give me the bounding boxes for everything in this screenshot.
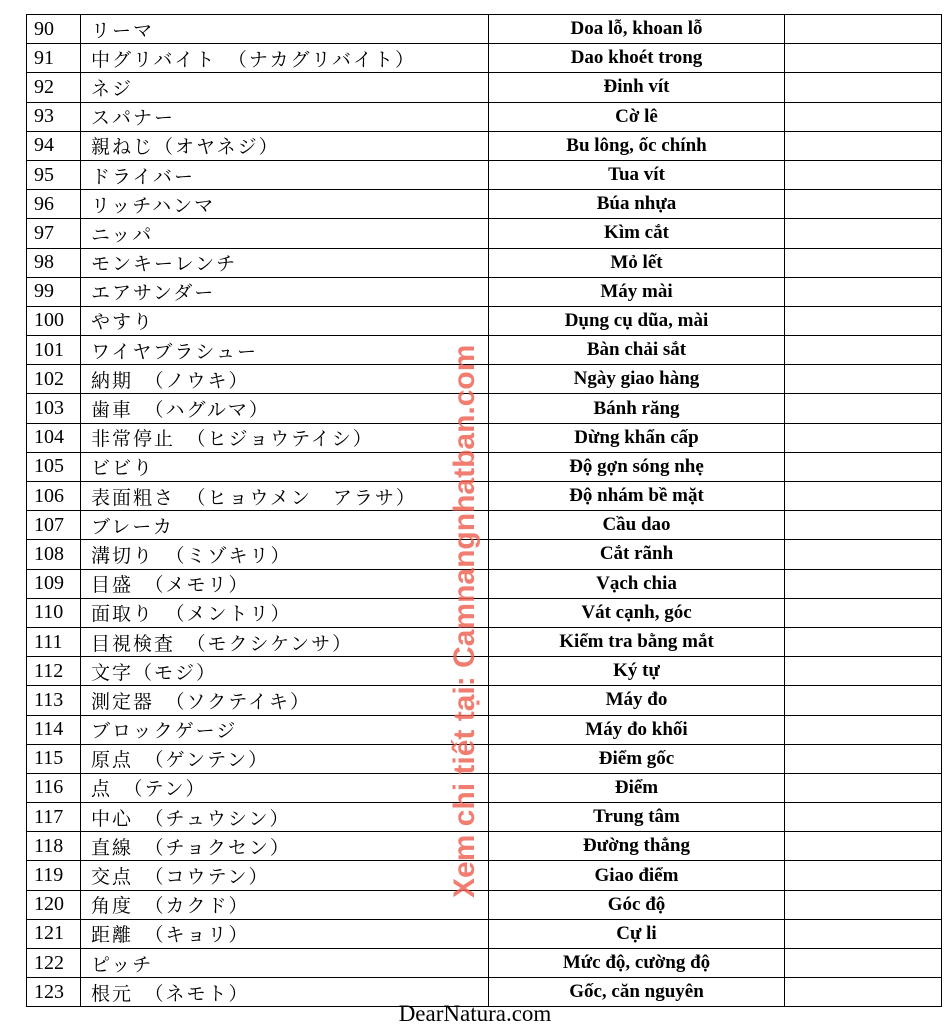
note-cell <box>785 423 942 452</box>
vietnamese-meaning-cell: Độ nhám bề mặt <box>489 482 785 511</box>
japanese-term-cell: 文字（モジ） <box>81 657 489 686</box>
row-number-cell: 114 <box>27 715 81 744</box>
row-number-cell: 116 <box>27 773 81 802</box>
japanese-term-cell: 歯車 （ハグルマ） <box>81 394 489 423</box>
table-row <box>27 394 942 423</box>
row-number-cell: 107 <box>27 511 81 540</box>
vietnamese-meaning-cell: Dụng cụ dũa, mài <box>489 306 785 335</box>
row-number-cell: 109 <box>27 569 81 598</box>
note-cell <box>785 540 942 569</box>
note-cell <box>785 44 942 73</box>
table-row <box>27 336 942 365</box>
vietnamese-meaning-cell: Bánh răng <box>489 394 785 423</box>
row-number-cell: 93 <box>27 102 81 131</box>
row-number-cell: 120 <box>27 890 81 919</box>
note-cell <box>785 744 942 773</box>
vietnamese-meaning-cell: Ngày giao hàng <box>489 365 785 394</box>
table-row <box>27 306 942 335</box>
row-number-cell: 97 <box>27 219 81 248</box>
note-cell <box>785 102 942 131</box>
note-cell <box>785 627 942 656</box>
row-number-cell: 115 <box>27 744 81 773</box>
vietnamese-meaning-cell: Máy mài <box>489 277 785 306</box>
note-cell <box>785 919 942 948</box>
vietnamese-meaning-cell: Cự li <box>489 919 785 948</box>
vietnamese-meaning-cell: Giao điểm <box>489 861 785 890</box>
table-row <box>27 219 942 248</box>
japanese-term-cell: 根元 （ネモト） <box>81 978 489 1007</box>
japanese-term-cell: ブロックゲージ <box>81 715 489 744</box>
note-cell <box>785 890 942 919</box>
note-cell <box>785 511 942 540</box>
row-number-cell: 122 <box>27 949 81 978</box>
vietnamese-meaning-cell: Tua vít <box>489 160 785 189</box>
row-number-cell: 119 <box>27 861 81 890</box>
vietnamese-meaning-cell: Mức độ, cường độ <box>489 949 785 978</box>
row-number-cell: 95 <box>27 160 81 189</box>
japanese-term-cell: 角度 （カクド） <box>81 890 489 919</box>
table-row <box>27 686 942 715</box>
vocabulary-table <box>26 14 942 1007</box>
note-cell <box>785 598 942 627</box>
table-row <box>27 569 942 598</box>
note-cell <box>785 569 942 598</box>
vietnamese-meaning-cell: Búa nhựa <box>489 190 785 219</box>
japanese-term-cell: リッチハンマ <box>81 190 489 219</box>
row-number-cell: 91 <box>27 44 81 73</box>
vietnamese-meaning-cell: Kìm cắt <box>489 219 785 248</box>
japanese-term-cell: ニッパ <box>81 219 489 248</box>
row-number-cell: 94 <box>27 131 81 160</box>
row-number-cell: 100 <box>27 306 81 335</box>
vietnamese-meaning-cell: Bàn chải sắt <box>489 336 785 365</box>
japanese-term-cell: ピッチ <box>81 949 489 978</box>
row-number-cell: 99 <box>27 277 81 306</box>
vietnamese-meaning-cell: Góc độ <box>489 890 785 919</box>
table-row <box>27 861 942 890</box>
note-cell <box>785 306 942 335</box>
note-cell <box>785 15 942 44</box>
vietnamese-meaning-cell: Vạch chia <box>489 569 785 598</box>
table-row <box>27 511 942 540</box>
japanese-term-cell: エアサンダー <box>81 277 489 306</box>
table-row <box>27 160 942 189</box>
japanese-term-cell: ワイヤブラシュー <box>81 336 489 365</box>
row-number-cell: 113 <box>27 686 81 715</box>
row-number-cell: 111 <box>27 627 81 656</box>
note-cell <box>785 277 942 306</box>
japanese-term-cell: 非常停止 （ヒジョウテイシ） <box>81 423 489 452</box>
japanese-term-cell: リーマ <box>81 15 489 44</box>
japanese-term-cell: 表面粗さ （ヒョウメン アラサ） <box>81 482 489 511</box>
japanese-term-cell: スパナー <box>81 102 489 131</box>
japanese-term-cell: 納期 （ノウキ） <box>81 365 489 394</box>
vietnamese-meaning-cell: Điểm <box>489 773 785 802</box>
table-row <box>27 803 942 832</box>
japanese-term-cell: 距離 （キョリ） <box>81 919 489 948</box>
vietnamese-meaning-cell: Cờ lê <box>489 102 785 131</box>
japanese-term-cell: 中心 （チュウシン） <box>81 803 489 832</box>
note-cell <box>785 803 942 832</box>
table-row <box>27 890 942 919</box>
row-number-cell: 123 <box>27 978 81 1007</box>
vietnamese-meaning-cell: Mỏ lết <box>489 248 785 277</box>
note-cell <box>785 219 942 248</box>
vietnamese-meaning-cell: Trung tâm <box>489 803 785 832</box>
japanese-term-cell: ブレーカ <box>81 511 489 540</box>
table-row <box>27 949 942 978</box>
japanese-term-cell: 交点 （コウテン） <box>81 861 489 890</box>
row-number-cell: 104 <box>27 423 81 452</box>
vietnamese-meaning-cell: Máy đo <box>489 686 785 715</box>
note-cell <box>785 336 942 365</box>
japanese-term-cell: 測定器 （ソクテイキ） <box>81 686 489 715</box>
japanese-term-cell: 中グリバイト （ナカグリバイト） <box>81 44 489 73</box>
table-row <box>27 15 942 44</box>
japanese-term-cell: モンキーレンチ <box>81 248 489 277</box>
row-number-cell: 102 <box>27 365 81 394</box>
row-number-cell: 96 <box>27 190 81 219</box>
japanese-term-cell: 溝切り （ミゾキリ） <box>81 540 489 569</box>
note-cell <box>785 861 942 890</box>
table-row <box>27 919 942 948</box>
table-row <box>27 73 942 102</box>
vietnamese-meaning-cell: Độ gợn sóng nhẹ <box>489 452 785 481</box>
table-row <box>27 452 942 481</box>
japanese-term-cell: やすり <box>81 306 489 335</box>
note-cell <box>785 365 942 394</box>
note-cell <box>785 657 942 686</box>
note-cell <box>785 949 942 978</box>
vietnamese-meaning-cell: Dừng khẩn cấp <box>489 423 785 452</box>
vietnamese-meaning-cell: Cắt rãnh <box>489 540 785 569</box>
table-row <box>27 715 942 744</box>
watermark-text: Xem chi tiết tại: Camnangnhatban.com <box>448 344 481 898</box>
row-number-cell: 118 <box>27 832 81 861</box>
vietnamese-meaning-cell: Kiểm tra bằng mắt <box>489 627 785 656</box>
vietnamese-meaning-cell: Dao khoét trong <box>489 44 785 73</box>
table-row <box>27 44 942 73</box>
note-cell <box>785 452 942 481</box>
row-number-cell: 112 <box>27 657 81 686</box>
vietnamese-meaning-cell: Đường thẳng <box>489 832 785 861</box>
japanese-term-cell: 目盛 （メモリ） <box>81 569 489 598</box>
note-cell <box>785 715 942 744</box>
table-row <box>27 657 942 686</box>
table-row <box>27 131 942 160</box>
table-row <box>27 423 942 452</box>
row-number-cell: 121 <box>27 919 81 948</box>
japanese-term-cell: ドライバー <box>81 160 489 189</box>
row-number-cell: 92 <box>27 73 81 102</box>
row-number-cell: 90 <box>27 15 81 44</box>
vocabulary-table-container <box>26 14 941 1007</box>
row-number-cell: 106 <box>27 482 81 511</box>
table-row <box>27 248 942 277</box>
japanese-term-cell: ビビり <box>81 452 489 481</box>
table-row <box>27 832 942 861</box>
japanese-term-cell: 目視検査 （モクシケンサ） <box>81 627 489 656</box>
japanese-term-cell: 直線 （チョクセン） <box>81 832 489 861</box>
note-cell <box>785 131 942 160</box>
note-cell <box>785 482 942 511</box>
row-number-cell: 105 <box>27 452 81 481</box>
vietnamese-meaning-cell: Cầu dao <box>489 511 785 540</box>
vietnamese-meaning-cell: Vát cạnh, góc <box>489 598 785 627</box>
vietnamese-meaning-cell: Điểm gốc <box>489 744 785 773</box>
japanese-term-cell: 点 （テン） <box>81 773 489 802</box>
table-row <box>27 744 942 773</box>
vietnamese-meaning-cell: Gốc, căn nguyên <box>489 978 785 1007</box>
note-cell <box>785 394 942 423</box>
row-number-cell: 108 <box>27 540 81 569</box>
row-number-cell: 101 <box>27 336 81 365</box>
vietnamese-meaning-cell: Đinh vít <box>489 73 785 102</box>
table-row <box>27 627 942 656</box>
note-cell <box>785 160 942 189</box>
note-cell <box>785 773 942 802</box>
note-cell <box>785 190 942 219</box>
japanese-term-cell: 原点 （ゲンテン） <box>81 744 489 773</box>
note-cell <box>785 686 942 715</box>
table-row <box>27 482 942 511</box>
table-row <box>27 598 942 627</box>
japanese-term-cell: 親ねじ（オヤネジ） <box>81 131 489 160</box>
row-number-cell: 103 <box>27 394 81 423</box>
vietnamese-meaning-cell: Doa lỗ, khoan lỗ <box>489 15 785 44</box>
japanese-term-cell: ネジ <box>81 73 489 102</box>
table-row <box>27 365 942 394</box>
vietnamese-meaning-cell: Bu lông, ốc chính <box>489 131 785 160</box>
table-row <box>27 102 942 131</box>
note-cell <box>785 832 942 861</box>
row-number-cell: 98 <box>27 248 81 277</box>
note-cell <box>785 73 942 102</box>
vocabulary-table-body <box>27 15 942 1007</box>
japanese-term-cell: 面取り （メントリ） <box>81 598 489 627</box>
vietnamese-meaning-cell: Máy đo khối <box>489 715 785 744</box>
footer-site-name: DearNatura.com <box>398 1001 552 1026</box>
vietnamese-meaning-cell: Ký tự <box>489 657 785 686</box>
table-row <box>27 277 942 306</box>
table-row <box>27 540 942 569</box>
row-number-cell: 110 <box>27 598 81 627</box>
row-number-cell: 117 <box>27 803 81 832</box>
table-row <box>27 773 942 802</box>
note-cell <box>785 248 942 277</box>
table-row <box>27 190 942 219</box>
